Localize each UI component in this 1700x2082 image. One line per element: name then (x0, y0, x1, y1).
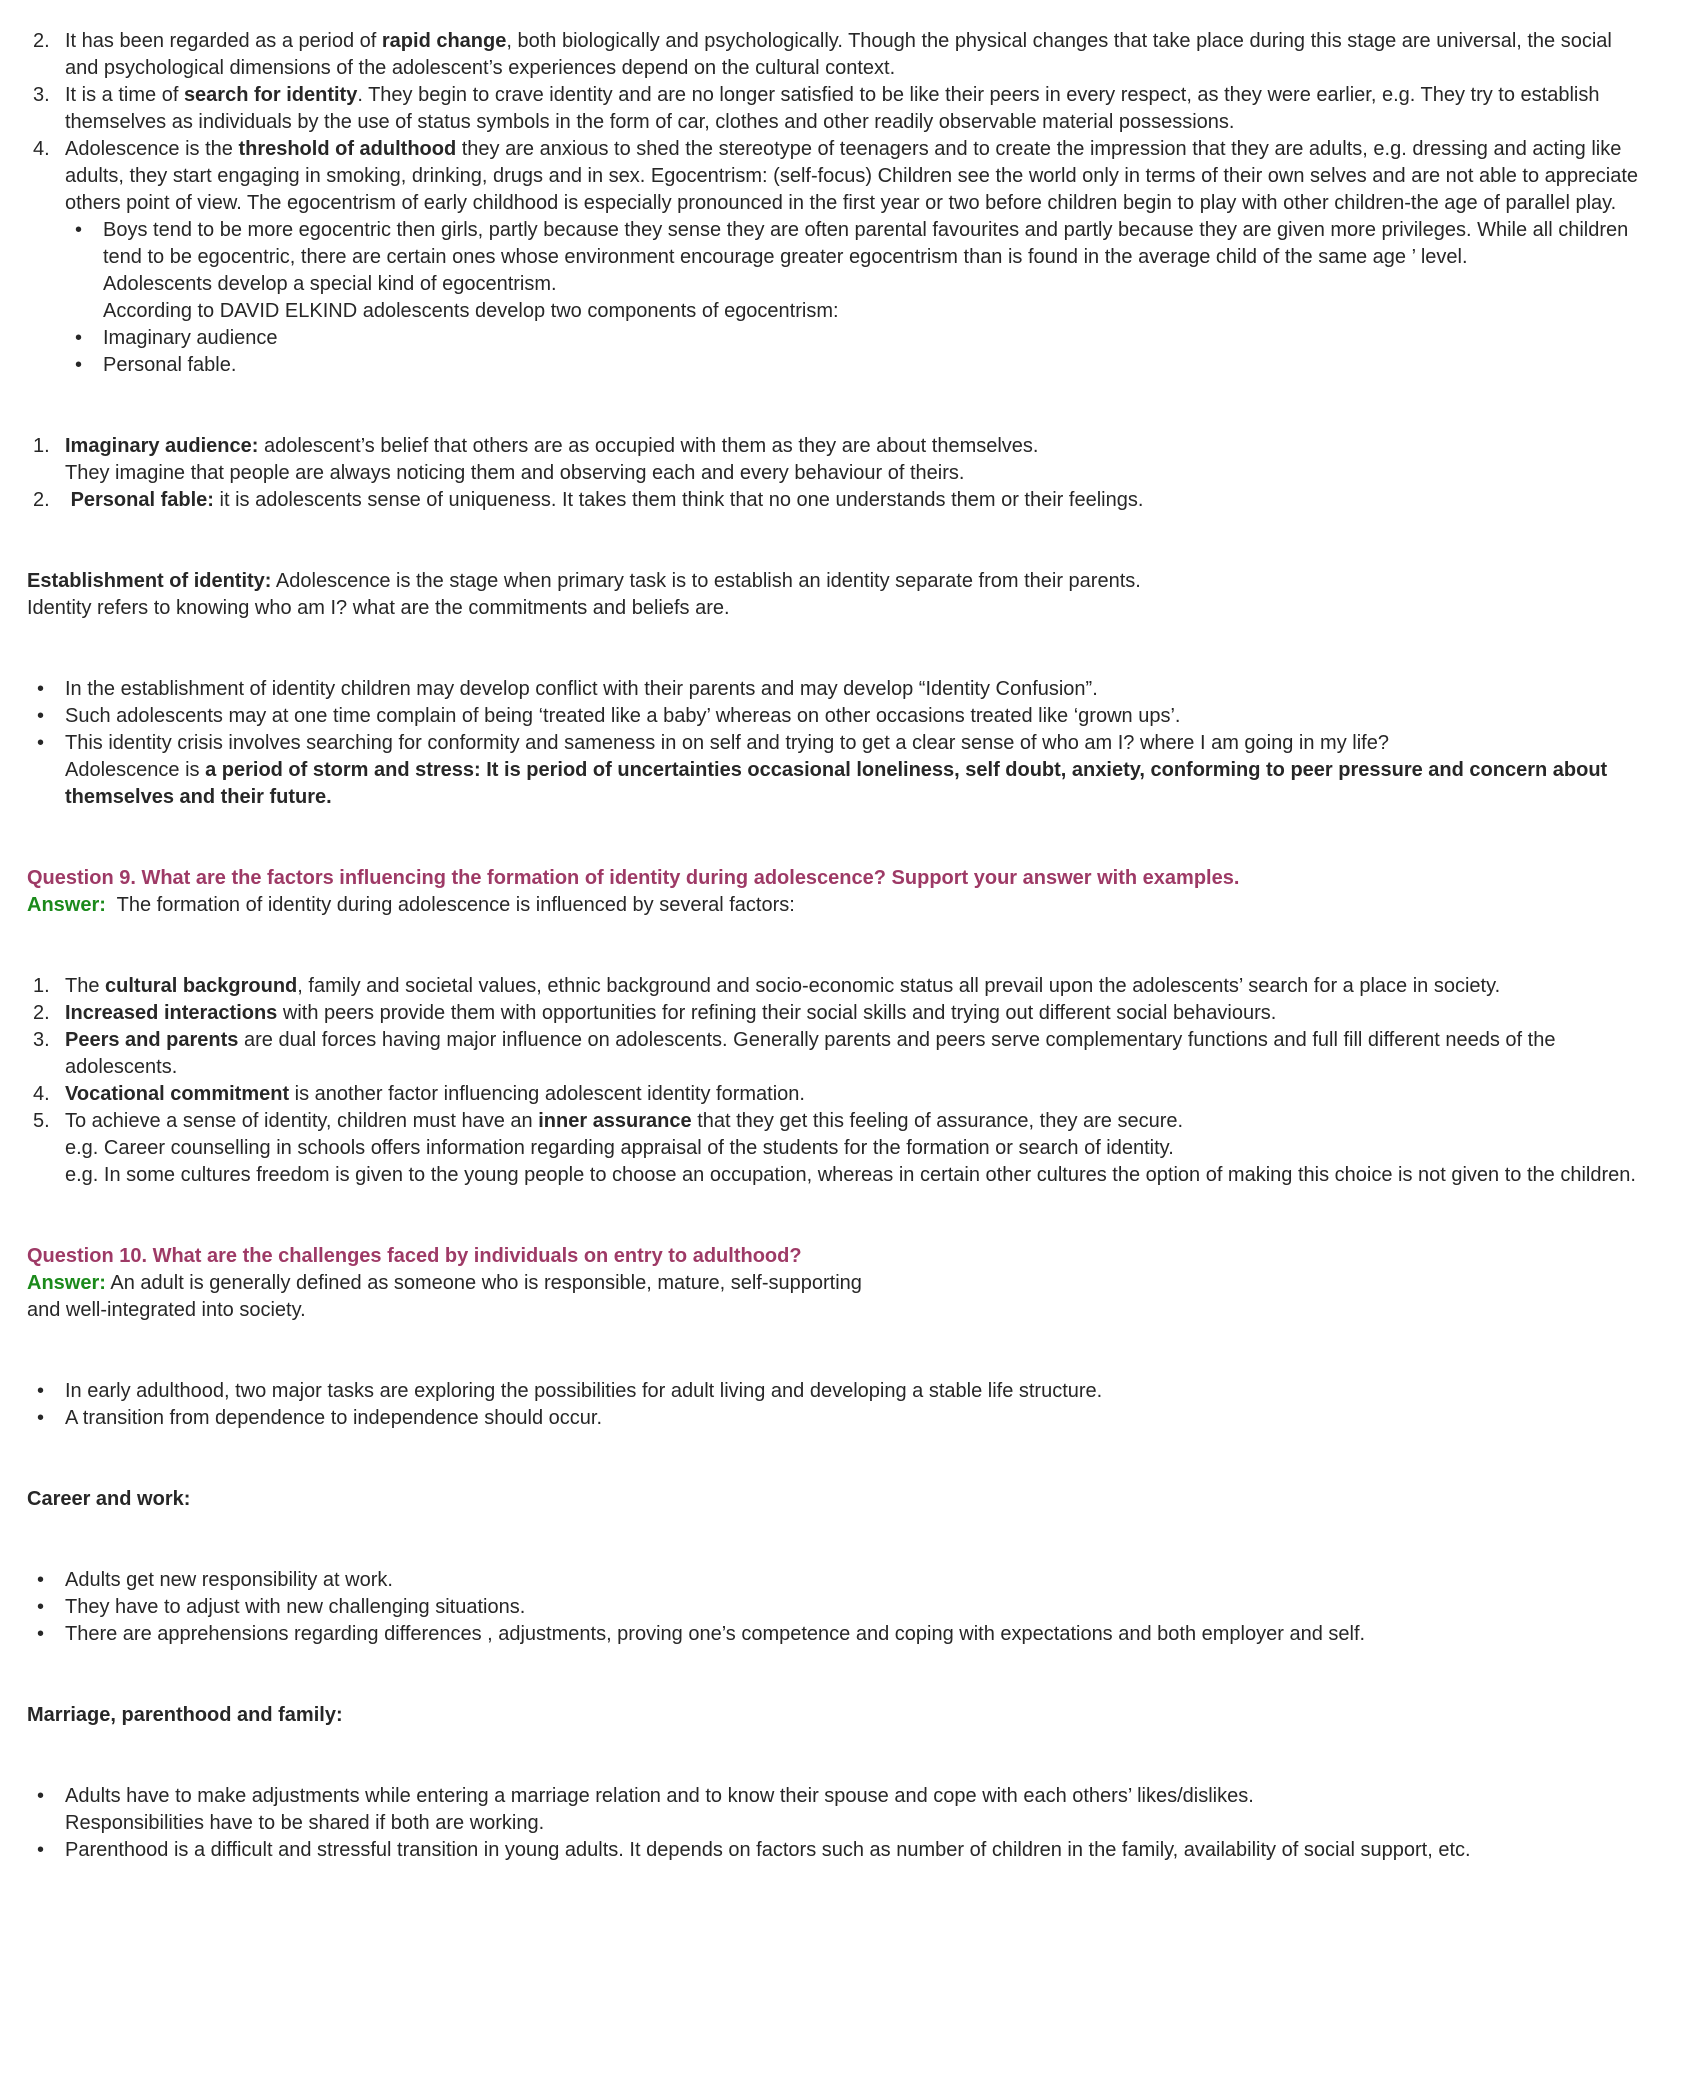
bold-text: Establishment of identity: (27, 570, 272, 592)
list-number: 1. (33, 975, 50, 997)
bullet-dot-icon: • (75, 327, 83, 349)
body-text: Personal fable. (103, 354, 237, 376)
text-run (65, 1783, 1645, 1810)
text-run (65, 1027, 1645, 1081)
continuation-line (27, 757, 1645, 811)
bullet-dot-icon: • (37, 705, 45, 727)
paragraph (27, 1270, 1645, 1297)
bold-text: a period of storm and stress: It is period of uncertainties occasional loneliness, self doubt, anxiety, conforming to peer pressure and concern about themselves and their future. (65, 759, 1613, 808)
text-run (65, 1108, 1645, 1135)
bold-text: rapid change (381, 30, 507, 52)
blank-line (27, 1189, 1645, 1216)
body-text: Adolescence is the (65, 138, 239, 160)
bullet-item (27, 1378, 1645, 1405)
bullet-marker (27, 1405, 65, 1432)
bullet-item (27, 1594, 1645, 1621)
bullet-marker (27, 1378, 65, 1405)
bullet-dot-icon: • (37, 678, 45, 700)
bullet-marker (65, 352, 103, 379)
answer-text: Answer: (27, 1272, 106, 1294)
text-run (65, 1081, 1645, 1108)
text-run (27, 1272, 862, 1294)
body-text: Such adolescents may at one time complain of being ‘treated like a baby’ whereas on other occasions treated like ‘grown ups’. (65, 705, 1181, 727)
blank-line (27, 1216, 1645, 1243)
blank-line (27, 1729, 1645, 1756)
body-text: they are anxious to shed the stereotype of teenagers and to create the impression that they are adults, e.g. dressing and acting like adults, they start engaging in smoking, drinking, drugs and in sex. Egocentrism: (self-focus) Children see the world only in terms of their own selves and are not able to appreciate others point of view. The egocentrism of early childhood is especially pronounced in the first year or two before children begin to play with other children-the age of parallel play. (65, 138, 1644, 214)
bold-text: cultural background (105, 975, 298, 997)
body-text: adolescent’s belief that others are as occupied with them as they are about themselves. (258, 435, 1039, 457)
blank-line (27, 1324, 1645, 1351)
text-run (103, 325, 1645, 352)
blank-line (27, 622, 1645, 649)
text-run (65, 1837, 1645, 1864)
list-number: 3. (33, 1029, 50, 1051)
body-text: They imagine that people are always noticing them and observing each and every behaviour of theirs. (65, 462, 965, 484)
question-text: Question 10. What are the challenges faced by individuals on entry to adulthood? (27, 1245, 802, 1267)
text-run (27, 1245, 802, 1267)
text-run (27, 597, 730, 619)
bullet-dot-icon: • (37, 1596, 45, 1618)
text-run (65, 1405, 1645, 1432)
body-text: Identity refers to knowing who am I? what are the commitments and beliefs are. (27, 597, 730, 619)
body-text: e.g. In some cultures freedom is given to the young people to choose an occupation, whereas in certain other cultures the option of making this choice is not given to the children. (65, 1164, 1636, 1186)
bullet-dot-icon: • (37, 1839, 45, 1861)
body-text: The (65, 975, 106, 997)
blank-line (27, 1513, 1645, 1540)
body-text: A transition from dependence to independence should occur. (65, 1407, 603, 1429)
question-text: Question 9. What are the factors influencing the formation of identity during adolescence? Support your answer with examples. (27, 867, 1240, 889)
bullet-item (27, 1837, 1645, 1864)
blank-line (27, 1675, 1645, 1702)
blank-line (27, 1459, 1645, 1486)
bullet-marker (27, 703, 65, 730)
bullet-dot-icon: • (75, 354, 83, 376)
body-text: Adults have to make adjustments while entering a marriage relation and to know their spouse and cope with each others’ likes/dislikes. (65, 1785, 1254, 1807)
text-run (65, 757, 1645, 811)
numbered-item (27, 487, 1645, 514)
text-run (27, 1299, 306, 1321)
body-text: Adolescents develop a special kind of egocentrism. (103, 273, 557, 295)
paragraph (27, 892, 1645, 919)
text-run (65, 703, 1645, 730)
bullet-item (27, 1405, 1645, 1432)
numbered-item (27, 433, 1645, 460)
bullet-dot-icon: • (37, 1407, 45, 1429)
body-text: An adult is generally defined as someone who is responsible, mature, self-supporting (105, 1272, 862, 1294)
blank-line (27, 1432, 1645, 1459)
text-run (65, 487, 1645, 514)
text-run (65, 1567, 1645, 1594)
list-number: 5. (33, 1110, 50, 1132)
numbered-item (27, 1000, 1645, 1027)
body-text: , both biologically and psychologically. Though the physical changes that take place during this stage are universal, the social and psychological dimensions of the adolescent’s experiences depend on the cultural context. (65, 30, 1618, 79)
continuation-line (65, 271, 1645, 298)
blank-line (27, 946, 1645, 973)
list-number: 2. (33, 1002, 50, 1024)
text-run (27, 1488, 190, 1510)
bold-text: Career and work: (27, 1488, 191, 1510)
text-run (27, 867, 1239, 889)
body-text: Adults get new responsibility at work. (65, 1569, 393, 1591)
body-text: . They begin to crave identity and are no longer satisfied to be like their peers in every respect, as they were earlier, e.g. They try to establish themselves as individuals by the use of status symbols in the form of car, clothes and other readily observable material possessions. (65, 84, 1606, 133)
bold-text: search for identity (183, 84, 358, 106)
body-text: This identity crisis involves searching for conformity and sameness in on self and trying to get a clear sense of who am I? where I am going in my life? (65, 732, 1389, 754)
blank-line (27, 1351, 1645, 1378)
blank-line (27, 1540, 1645, 1567)
bullet-marker (27, 676, 65, 703)
list-number: 4. (33, 1083, 50, 1105)
numbered-item (27, 28, 1645, 82)
answer-text: Answer: (27, 894, 106, 916)
numbered-item (27, 82, 1645, 136)
bullet-dot-icon: • (37, 1380, 45, 1402)
blank-line (27, 514, 1645, 541)
text-run (65, 82, 1645, 136)
blank-line (27, 1756, 1645, 1783)
continuation-line (65, 298, 1645, 325)
bullet-item (27, 730, 1645, 757)
blank-line (27, 379, 1645, 406)
bold-text: Vocational commitment (65, 1083, 290, 1105)
text-run (65, 433, 1645, 460)
numbered-item (27, 1027, 1645, 1081)
numbered-item (27, 973, 1645, 1000)
body-text: The formation of identity during adolescence is influenced by several factors: (105, 894, 795, 916)
bullet-marker (27, 1567, 65, 1594)
numbered-item (27, 1081, 1645, 1108)
bullet-marker (27, 730, 65, 757)
bold-text: Imaginary audience: (65, 435, 259, 457)
text-run (65, 1378, 1645, 1405)
paragraph (27, 568, 1645, 595)
body-text: that they get this feeling of assurance, they are secure. (691, 1110, 1184, 1132)
text-run (103, 271, 1645, 298)
list-number: 2. (33, 489, 50, 511)
body-text: They have to adjust with new challenging situations. (65, 1596, 526, 1618)
body-text: Boys tend to be more egocentric then girls, partly because they sense they are often parental favourites and partly because they are given more privileges. While all children tend to be egocentric, there are certain ones whose environment encourage greater egocentrism than is found in the average child of the same age ’ level. (103, 219, 1634, 268)
blank-line (27, 1648, 1645, 1675)
text-run (27, 894, 795, 916)
text-run (103, 298, 1645, 325)
body-text: To achieve a sense of identity, children must have an (65, 1110, 539, 1132)
body-text: Parenthood is a difficult and stressful transition in young adults. It depends on factors such as number of children in the family, availability of social support, etc. (65, 1839, 1471, 1861)
paragraph (27, 1243, 1645, 1270)
bold-text: Marriage, parenthood and family: (27, 1704, 343, 1726)
body-text: is another factor influencing adolescent identity formation. (289, 1083, 805, 1105)
bold-text: Personal fable: (70, 489, 214, 511)
bullet-dot-icon: • (75, 219, 83, 241)
list-number: 4. (33, 138, 50, 160)
text-run (65, 136, 1645, 217)
text-run (27, 1704, 343, 1726)
bullet-dot-icon: • (37, 732, 45, 754)
body-text: Imaginary audience (103, 327, 278, 349)
text-run (65, 973, 1645, 1000)
bullet-item (65, 217, 1645, 271)
body-text: , family and societal values, ethnic background and socio-economic status all prevail upon the adolescents’ search for a place in society. (297, 975, 1501, 997)
body-text: According to DAVID ELKIND adolescents develop two components of egocentrism: (103, 300, 839, 322)
body-text: In the establishment of identity children may develop conflict with their parents and may develop “Identity Confusion”. (65, 678, 1098, 700)
continuation-line (27, 1162, 1645, 1189)
body-text: It is a time of (65, 84, 184, 106)
text-run (65, 1810, 1645, 1837)
bullet-dot-icon: • (37, 1569, 45, 1591)
bullet-dot-icon: • (37, 1785, 45, 1807)
text-run (65, 1000, 1645, 1027)
text-run (103, 352, 1645, 379)
body-text: Responsibilities have to be shared if both are working. (65, 1812, 545, 1834)
text-run (65, 460, 1645, 487)
bold-text: Peers and parents (65, 1029, 239, 1051)
bullet-item (27, 703, 1645, 730)
text-run (65, 1135, 1645, 1162)
bullet-marker (27, 1783, 65, 1810)
body-text: Adolescence is the stage when primary task is to establish an identity separate from their parents. (271, 570, 1141, 592)
text-run (103, 217, 1645, 271)
body-text: It has been regarded as a period of (65, 30, 382, 52)
blank-line (27, 919, 1645, 946)
bullet-marker (27, 1594, 65, 1621)
list-number: 3. (33, 84, 50, 106)
blank-line (27, 838, 1645, 865)
continuation-line (27, 1135, 1645, 1162)
numbered-item (27, 136, 1645, 217)
bullet-marker (65, 325, 103, 352)
bullet-item (65, 352, 1645, 379)
text-run (27, 570, 1141, 592)
text-run (65, 1621, 1645, 1648)
paragraph (27, 1297, 1645, 1324)
paragraph (27, 1702, 1645, 1729)
text-run (65, 1594, 1645, 1621)
text-run (65, 28, 1645, 82)
bullet-item (27, 1783, 1645, 1810)
continuation-line (27, 1810, 1645, 1837)
bold-text: Increased interactions (65, 1002, 278, 1024)
bullet-marker (27, 1621, 65, 1648)
body-text: Adolescence is (65, 759, 206, 781)
bullet-item (65, 325, 1645, 352)
list-number: 1. (33, 435, 50, 457)
bullet-marker (65, 217, 103, 244)
blank-line (27, 649, 1645, 676)
body-text: it is adolescents sense of uniqueness. It takes them think that no one understands them or their feelings. (213, 489, 1144, 511)
bullet-item (27, 1621, 1645, 1648)
list-number: 2. (33, 30, 50, 52)
bullet-marker (27, 1837, 65, 1864)
blank-line (27, 541, 1645, 568)
body-text: and well-integrated into society. (27, 1299, 306, 1321)
body-text: e.g. Career counselling in schools offers information regarding appraisal of the students for the formation or search of identity. (65, 1137, 1174, 1159)
bullet-dot-icon: • (37, 1623, 45, 1645)
body-text: In early adulthood, two major tasks are exploring the possibilities for adult living and developing a stable life structure. (65, 1380, 1103, 1402)
numbered-item (27, 1108, 1645, 1135)
paragraph (27, 1486, 1645, 1513)
blank-line (27, 406, 1645, 433)
text-run (65, 730, 1645, 757)
continuation-line (27, 460, 1645, 487)
bold-text: threshold of adulthood (238, 138, 457, 160)
body-text: There are apprehensions regarding differences , adjustments, proving one’s competence and coping with expectations and both employer and self. (65, 1623, 1366, 1645)
text-run (65, 1162, 1645, 1189)
body-text: with peers provide them with opportunities for refining their social skills and trying out different social behaviours. (277, 1002, 1277, 1024)
blank-line (27, 811, 1645, 838)
body-text: are dual forces having major influence on adolescents. Generally parents and peers serve complementary functions and full fill different needs of the adolescents. (65, 1029, 1562, 1078)
bullet-item (27, 676, 1645, 703)
text-run (65, 676, 1645, 703)
paragraph (27, 595, 1645, 622)
paragraph (27, 865, 1645, 892)
bullet-item (27, 1567, 1645, 1594)
bold-text: inner assurance (538, 1110, 692, 1132)
